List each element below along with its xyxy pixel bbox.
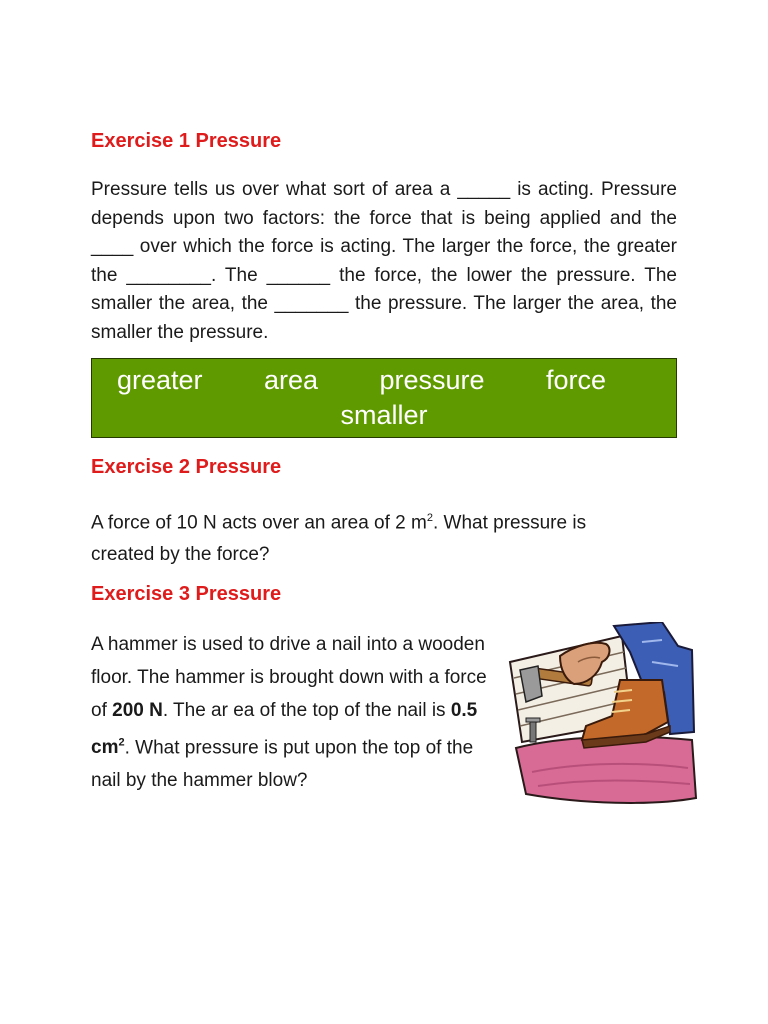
exercise-3-heading: Exercise 3 Pressure (91, 583, 282, 605)
exercise-2-heading: Exercise 2 Pressure (91, 456, 282, 478)
exercise-3-text-part1: A hammer is used to drive a nail into a wooden floor. The hammer is brought down with a force of (91, 634, 487, 721)
area-value-text: 0.5 cm (91, 700, 478, 759)
exercise-1-heading: Exercise 1 Pressure (91, 130, 282, 152)
word-pressure: pressure (379, 365, 485, 395)
word-smaller: smaller (340, 400, 428, 430)
exercise-2-text-part1: A force of 10 N acts over an area of 2 m (91, 512, 427, 534)
nail-shape (530, 720, 536, 742)
exercise-2-text (91, 502, 651, 571)
word-greater: greater (117, 365, 203, 395)
word-area: area (264, 365, 319, 395)
word-force: force (545, 365, 606, 395)
exercise-3-text-part2: . The ar ea of the top of the nail is (162, 700, 451, 721)
area-superscript: 2 (118, 737, 125, 749)
exercise-2-text-part2: . What pressure is created by the force? (91, 512, 587, 566)
superscript-2: 2 (426, 512, 433, 524)
exercise-3-text (91, 628, 491, 797)
exercise-3-text-part3: . What pressure is put upon the top of the nail by the hammer blow? (91, 737, 474, 792)
force-value: 200 N (112, 700, 163, 721)
word-bank (91, 358, 677, 438)
hammer-nail-clipart (502, 622, 698, 806)
exercise-1-text: Pressure tells us over what sort of area a _____ is acting. Pressure depends upon two factors: the force that is being applied and the ____ over which the force is acting. The larger the force, the greater the ________. The ______ the force, the lower the pressure. The smaller the area, the _______ the pressure. The larger the area, the smaller the pressure. (91, 179, 677, 343)
